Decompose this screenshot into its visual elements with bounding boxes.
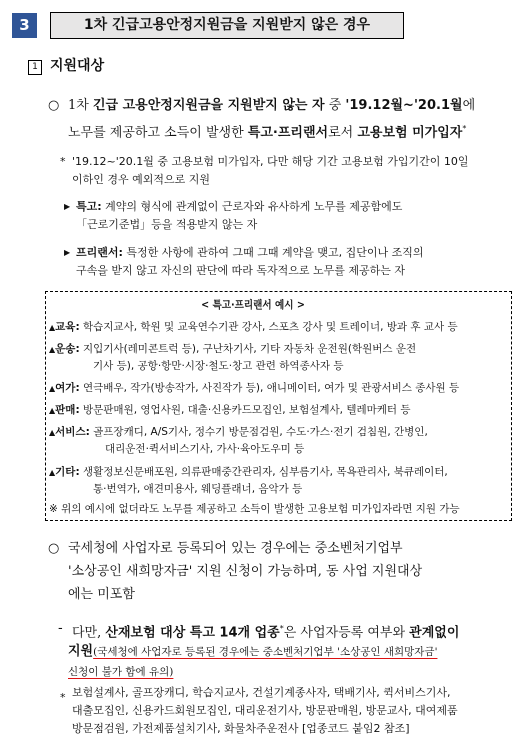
para1-line1 bbox=[68, 94, 475, 117]
def-free-text1: 특정한 사항에 관하여 그때 그때 계약을 맺고, 집단이나 조직의 bbox=[122, 246, 424, 259]
example-label: 운송 bbox=[55, 343, 76, 355]
def-free-label: 프리랜서: bbox=[76, 246, 123, 259]
para3-line1-mid: 은 사업자등록 여부와 bbox=[283, 625, 410, 641]
example-label: 기타 bbox=[55, 466, 76, 478]
example-text: 대리운전·퀵서비스기사, 가사·육아도우미 등 bbox=[105, 443, 305, 455]
para2-line3: 에는 미포함 bbox=[68, 587, 135, 602]
triangle-bullet-icon: ▲ bbox=[49, 323, 56, 332]
note2-mark: * bbox=[60, 691, 66, 704]
example-text: 기사 등), 공항·항만·시장·철도·창고 관련 하역종사자 등 bbox=[93, 360, 344, 372]
example-text: 연극배우, 작가(방송작가, 사진작가 등), 애니메이터, 여가 및 관광서비스 종사원 등 bbox=[83, 382, 460, 394]
triangle-bullet-icon: ▲ bbox=[49, 428, 56, 437]
dash-bullet: - bbox=[58, 621, 63, 636]
para1-line2-mid: 로서 bbox=[328, 125, 358, 141]
def-tokgo-line1 bbox=[76, 198, 402, 216]
note2-line1: 보험설계사, 골프장캐디, 학습지교사, 건설기계종사자, 택배기사, 퀵서비스기사, bbox=[72, 686, 451, 699]
para1-line1-bold1: 긴급 고용안정지원금을 지원받지 않는 자 bbox=[92, 98, 325, 113]
para3-line1-bold2: 관계없이 bbox=[409, 625, 460, 641]
note1-line1: '19.12~'20.1월 중 고용보험 미가입자, 다만 해당 기간 고용보험 가입기간이 10일 bbox=[72, 155, 469, 168]
examples-footer: ※ 위의 예시에 없더라도 노무를 제공하고 소득이 발생한 고용보험 미가입자라면 지원 가능 bbox=[49, 503, 460, 515]
example-text: 골프장캐디, A/S기사, 정수기 방문점검원, 수도·가스·전기 검침원, 간병인, bbox=[93, 426, 428, 438]
example-text: 방문판매원, 영업사원, 대출·신용카드모집인, 보험설계사, 텔레마케터 등 bbox=[83, 404, 411, 416]
example-row-education: ▲교육: 학습지교사, 학원 및 교육연수기관 강사, 스포츠 강사 및 트레이너, 방과 후 교사 등 bbox=[49, 321, 458, 333]
examples-title: < 특고·프리랜서 예시 > bbox=[201, 299, 305, 311]
def-tokgo-line2: 「근로기준법」등을 적용받지 않는 자 bbox=[76, 218, 258, 231]
example-row-sales: ▲판매: 방문판매원, 영업사원, 대출·신용카드모집인, 보험설계사, 텔레마케터 등 bbox=[49, 404, 411, 416]
para1-line1-mid: 중 bbox=[324, 98, 346, 113]
para3-line3-underlined: 신청이 불가 함에 유의) bbox=[68, 666, 174, 678]
example-text: 지입기사(레미콘트럭 등), 구난차기사, 기타 자동차 운전원(학원버스 운전 bbox=[83, 343, 417, 355]
example-text: 학습지교사, 학원 및 교육연수기관 강사, 스포츠 강사 및 트레이너, 방과 후 교사 등 bbox=[83, 321, 458, 333]
example-row-service: ▲서비스: 골프장캐디, A/S기사, 정수기 방문점검원, 수도·가스·전기 검침원, 간병인, bbox=[49, 426, 428, 438]
example-text: 생활정보신문배포원, 의류판매중간관리자, 심부름기사, 목욕관리사, 북큐레이터, bbox=[83, 466, 448, 478]
note2-line2: 대출모집인, 신용카드회원모집인, 대리운전기사, 방문판매원, 방문교사, 대여제품 bbox=[72, 704, 458, 717]
para3-line2-underlined: (국세청에 사업자로 등록된 경우에는 중소벤처기업부 '소상공인 새희망자금' bbox=[93, 646, 438, 658]
triangle-bullet-icon: ▲ bbox=[49, 384, 56, 393]
subsection-number-box: 1 bbox=[28, 60, 42, 75]
example-row-other: ▲기타: 생활정보신문배포원, 의류판매중간관리자, 심부름기사, 목욕관리사, 북큐레이터, bbox=[49, 466, 448, 478]
para2-line1: 국세청에 사업자로 등록되어 있는 경우에는 중소벤처기업부 bbox=[68, 541, 403, 556]
footnote-mark: * bbox=[462, 124, 467, 133]
def-free-line1 bbox=[76, 244, 424, 262]
para3-line1-pre: 다만, bbox=[72, 625, 106, 641]
def-free-line2: 구속을 받지 않고 자신의 판단에 따라 독자적으로 노무를 제공하는 자 bbox=[76, 264, 405, 277]
para3-line3 bbox=[68, 660, 173, 684]
subsection-title: 지원대상 bbox=[50, 58, 105, 74]
example-label: 서비스 bbox=[55, 426, 86, 438]
para1-line2-pre: 노무를 제공하고 소득이 발생한 bbox=[68, 125, 248, 141]
note2-line3: 방문점검원, 가전제품설치기사, 화물차주운전사 [업종코드 붙임2 참조] bbox=[72, 722, 410, 735]
para1-line1-pre: 1차 bbox=[68, 98, 93, 113]
triangle-bullet-icon: ▶ bbox=[64, 248, 71, 257]
section-title: 1차 긴급고용안정지원금을 지원받지 않은 경우 bbox=[50, 12, 404, 39]
note1-mark: * bbox=[60, 155, 66, 168]
note1-line2: 이하인 경우 예외적으로 지원 bbox=[72, 173, 211, 186]
para1-line1-post: 에 bbox=[462, 98, 476, 113]
triangle-bullet-icon: ▶ bbox=[64, 202, 71, 211]
para3-line2-bold: 지원 bbox=[68, 644, 94, 659]
para1-line2-bold2: 고용보험 미가입자 bbox=[357, 125, 463, 141]
para1-line2 bbox=[68, 117, 466, 144]
para1-line2-bold1: 특고·프리랜서 bbox=[247, 125, 329, 141]
example-row-transport: ▲운송: 지입기사(레미콘트럭 등), 구난차기사, 기타 자동차 운전원(학원버스 운전 bbox=[49, 343, 417, 355]
def-tokgo-label: 특고: bbox=[76, 200, 102, 213]
bullet-circle: ○ bbox=[48, 98, 60, 113]
example-label: 판매 bbox=[55, 404, 76, 416]
example-label: 여가 bbox=[55, 382, 76, 394]
example-text: 통·번역가, 애견미용사, 웨딩플래너, 음악가 등 bbox=[93, 483, 303, 495]
triangle-bullet-icon: ▲ bbox=[49, 345, 56, 354]
def-tokgo-text1: 계약의 형식에 관계없이 근로자와 유사하게 노무를 제공함에도 bbox=[101, 200, 403, 213]
footnote-mark: * bbox=[279, 624, 284, 633]
para1-line1-bold2: '19.12월~'20.1월 bbox=[345, 98, 463, 113]
para3-line1-bold1: 산재보험 대상 특고 14개 업종 bbox=[105, 625, 280, 641]
bullet-circle: ○ bbox=[48, 541, 60, 556]
triangle-bullet-icon: ▲ bbox=[49, 406, 56, 415]
example-row-leisure: ▲여가: 연극배우, 작가(방송작가, 사진작가 등), 애니메이터, 여가 및 관광서비스 종사원 등 bbox=[49, 382, 460, 394]
section-number: 3 bbox=[12, 13, 37, 38]
triangle-bullet-icon: ▲ bbox=[49, 468, 56, 477]
para2-line2: '소상공인 새희망자금' 지원 신청이 가능하며, 동 사업 지원대상 bbox=[68, 564, 423, 579]
example-label: 교육 bbox=[55, 321, 76, 333]
